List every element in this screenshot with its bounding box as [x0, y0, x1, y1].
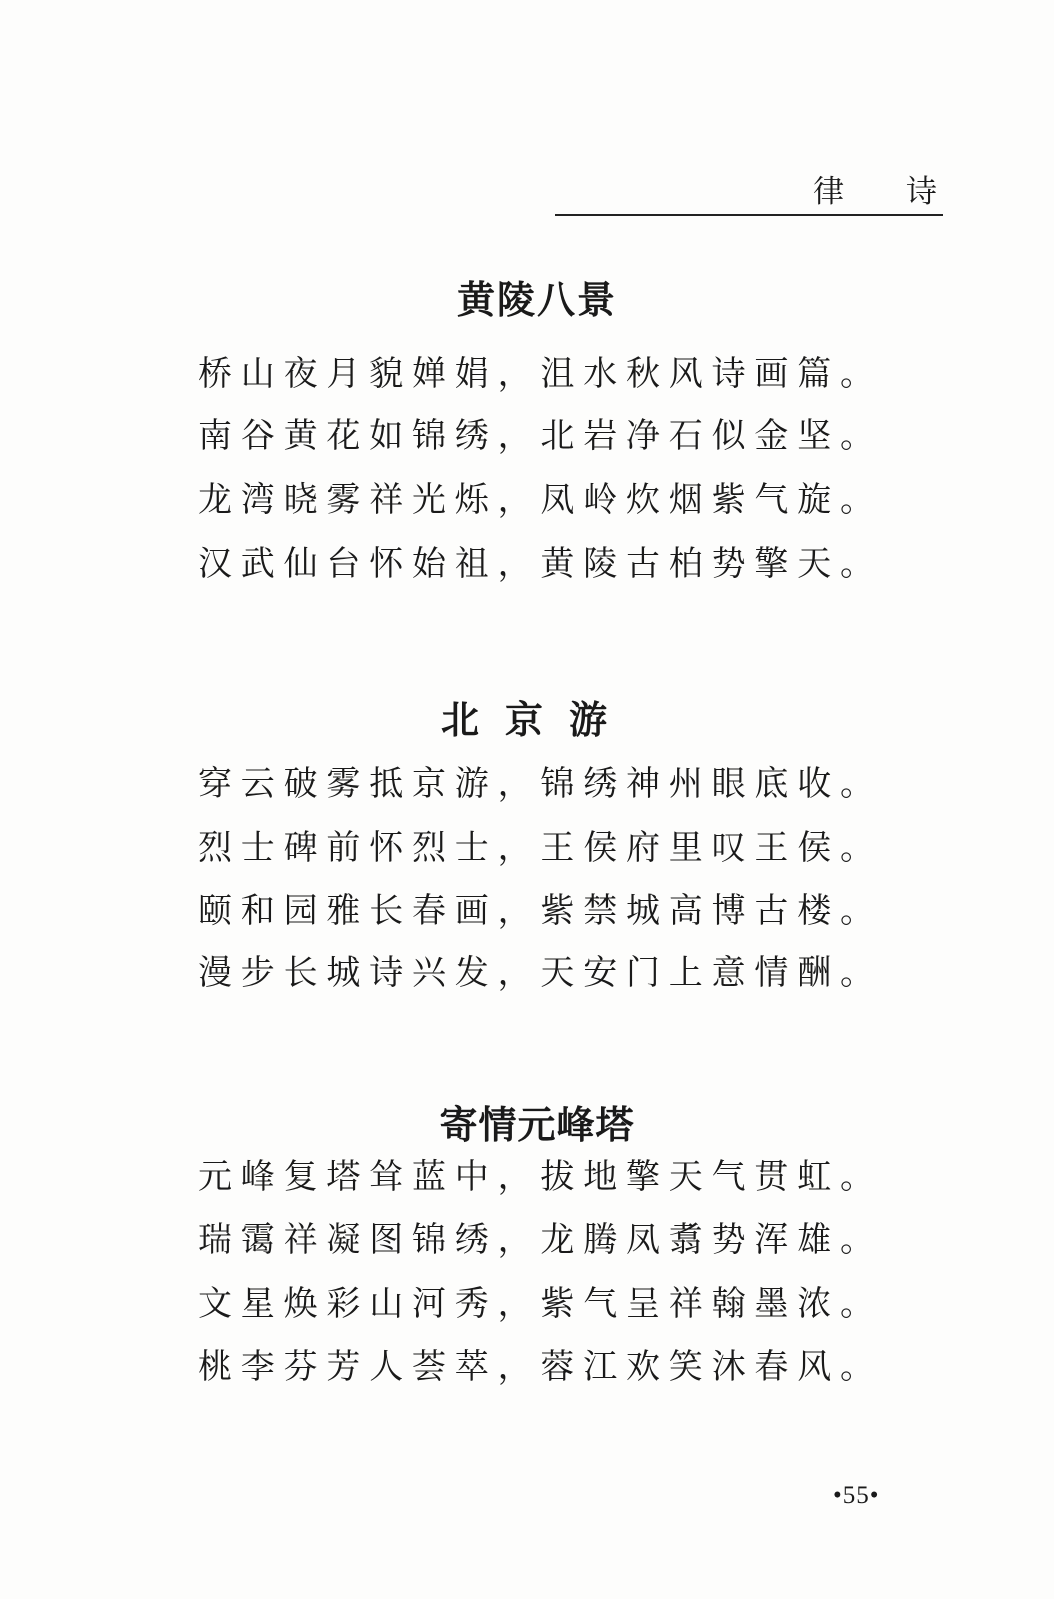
- poem-line: 龙湾晓雾祥光烁，凤岭炊烟紫气旋。: [198, 480, 883, 520]
- poem-title: 北京游: [440, 697, 633, 742]
- poem-line: 南谷黄花如锦绣，北岩净石似金坚。: [198, 416, 883, 456]
- poem-line: 文星焕彩山河秀，紫气呈祥翰墨浓。: [198, 1284, 883, 1324]
- section-title: 律 诗: [813, 174, 963, 210]
- page-number: •55•: [833, 1482, 880, 1509]
- poem-line: 元峰复塔耸蓝中，拔地擎天气贯虹。: [198, 1157, 883, 1197]
- poem-title: 黄陵八景: [456, 277, 617, 322]
- poem-title: 寄情元峰塔: [439, 1102, 635, 1147]
- poem-line: 汉武仙台怀始祖，黄陵古柏势擎天。: [198, 544, 883, 584]
- poem-line: 漫步长城诗兴发，天安门上意情酬。: [198, 953, 883, 993]
- poem-line: 颐和园雅长春画，紫禁城高博古楼。: [198, 891, 883, 931]
- poem-line: 瑞霭祥凝图锦绣，龙腾凤翥势浑雄。: [198, 1220, 883, 1260]
- running-header: [555, 168, 963, 216]
- poem-line: 穿云破雾抵京游，锦绣神州眼底收。: [198, 764, 883, 804]
- poem-line: 桥山夜月貌婵娟，沮水秋风诗画篇。: [198, 354, 883, 394]
- poem-line: 桃李芬芳人荟萃，蓉江欢笑沐春风。: [198, 1347, 883, 1387]
- poem-line: 烈士碑前怀烈士，王侯府里叹王侯。: [198, 828, 883, 868]
